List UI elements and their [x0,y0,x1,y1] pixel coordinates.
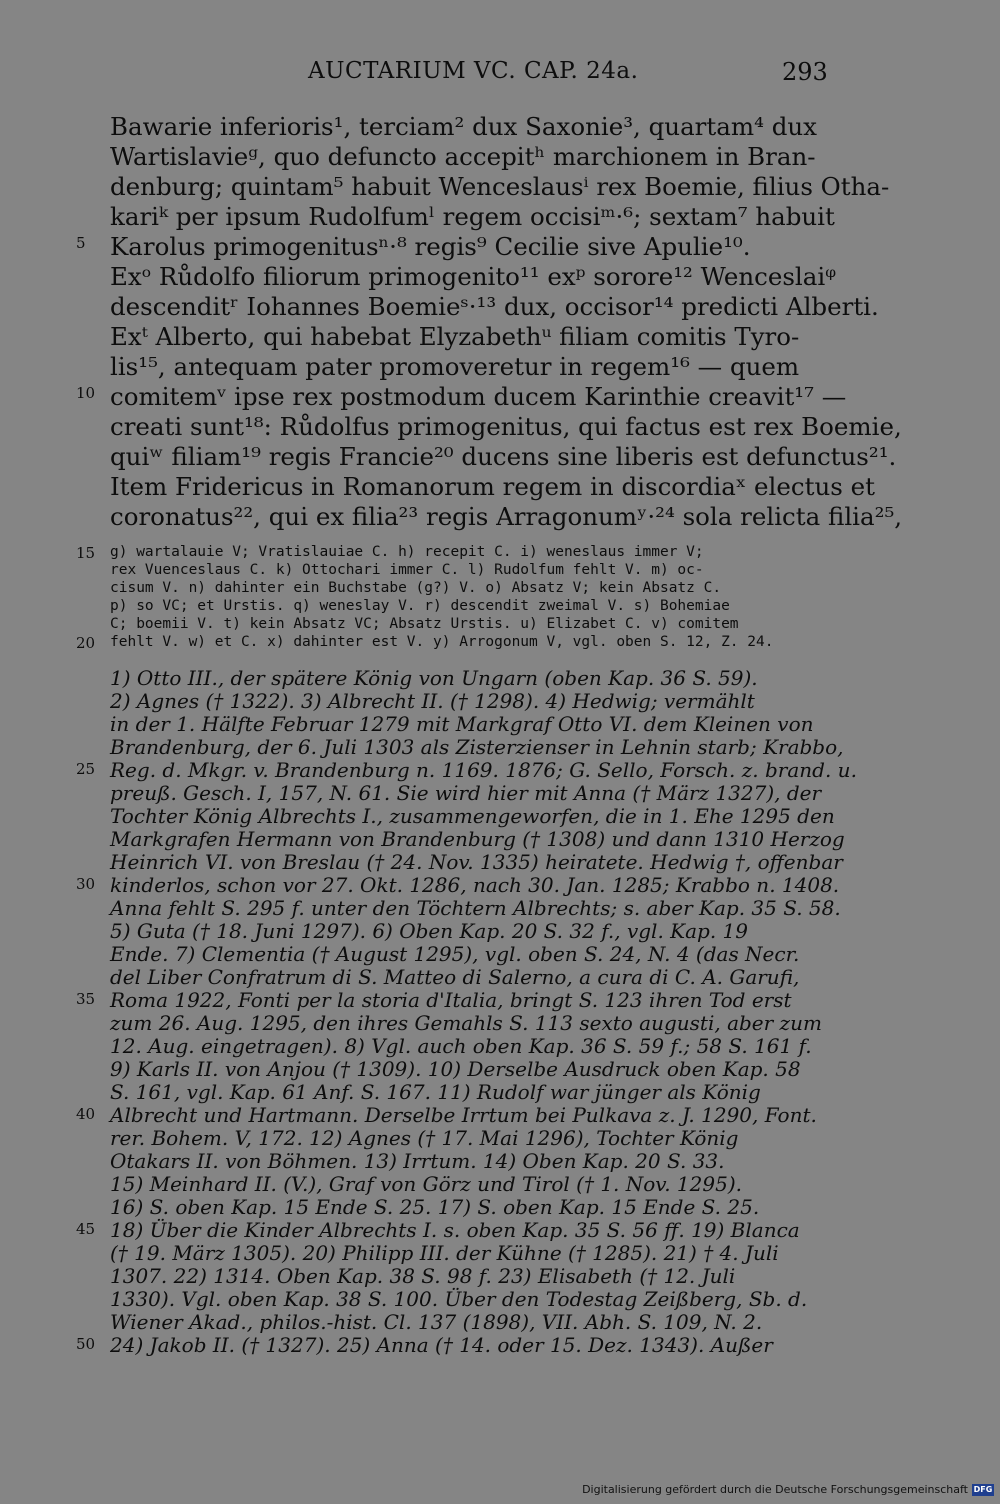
line-number: 5 [76,234,86,252]
note-line: Ende. 7) Clementia († August 1295), vgl. oben S. 24, N. 4 (das Necr. [110,942,800,966]
note-line: Albrecht und Hartmann. Derselbe Irrtum bei Pulkava z. J. 1290, Font. [110,1103,817,1127]
note-line: 24) Jakob II. († 1327). 25) Anna († 14. oder 15. Dez. 1343). Außer [110,1333,773,1357]
apparatus-line: cisum V. n) dahinter ein Buchstabe (g?) V. o) Absatz V; kein Absatz C. [110,580,722,596]
line-number: 20 [76,634,96,652]
main-text-line: lis¹⁵, antequam pater promoveretur in regem¹⁶ — quem [110,352,800,381]
main-text-line: Wartislavieᵍ, quo defuncto accepitʰ marchionem in Bran- [110,142,816,171]
note-line: 12. Aug. eingetragen). 8) Vgl. auch oben Kap. 36 S. 59 f.; 58 S. 161 f. [110,1034,812,1058]
note-line: Heinrich VI. von Breslau († 24. Nov. 1335) heiratete. Hedwig †, offenbar [110,850,843,874]
note-line: Tochter König Albrechts I., zusammengeworfen, die in 1. Ehe 1295 den [110,804,835,828]
main-text-line: coronatus²², qui ex filia²³ regis Arragonumʸ·²⁴ sola relicta filia²⁵, [110,502,903,531]
note-line: Wiener Akad., philos.-hist. Cl. 137 (1898), VII. Abh. S. 109, N. 2. [110,1310,763,1334]
note-line: († 19. März 1305). 20) Philipp III. der Kühne († 1285). 21) † 4. Juli [110,1241,779,1265]
note-line: Roma 1922, Fonti per la storia d'Italia, bringt S. 123 ihren Tod erst [110,988,792,1012]
line-number: 30 [76,875,96,893]
line-number: 45 [76,1220,96,1238]
line-number: 25 [76,760,96,778]
note-line: 1330). Vgl. oben Kap. 38 S. 100. Über den Todestag Zeißberg, Sb. d. [110,1287,808,1311]
funding-note: Digitalisierung gefördert durch die Deutsche Forschungsgemeinschaft [582,1483,968,1496]
line-number: 15 [76,544,96,562]
main-text-line: Karolus primogenitusⁿ·⁸ regis⁹ Cecilie sive Apulie¹⁰. [110,232,751,261]
note-line: Anna fehlt S. 295 f. unter den Töchtern Albrechts; s. aber Kap. 35 S. 58. [110,896,841,920]
note-line: in der 1. Hälfte Februar 1279 mit Markgraf Otto VI. dem Kleinen von [110,712,814,736]
main-text-line: kariᵏ per ipsum Rudolfumˡ regem occisiᵐ·⁶; sextam⁷ habuit [110,202,835,231]
main-text-line: Exᵒ Růdolfo filiorum primogenito¹¹ exᵖ sorore¹² Wenceslaiᵠ [110,262,837,291]
main-text-line: Exᵗ Alberto, qui habebat Elyzabethᵘ filiam comitis Tyro- [110,322,800,351]
note-line: Reg. d. Mkgr. v. Brandenburg n. 1169. 1876; G. Sello, Forsch. z. brand. u. [110,758,857,782]
apparatus-line: C; boemii V. t) kein Absatz VC; Absatz Urstis. u) Elizabet C. v) comitem [110,616,739,632]
note-line: 16) S. oben Kap. 15 Ende S. 25. 17) S. oben Kap. 15 Ende S. 25. [110,1195,760,1219]
note-line: 1) Otto III., der spätere König von Ungarn (oben Kap. 36 S. 59). [110,666,758,690]
line-number: 40 [76,1105,96,1123]
main-text-line: descenditʳ Iohannes Boemieˢ·¹³ dux, occisor¹⁴ predicti Alberti. [110,292,879,321]
page-number: 293 [782,58,828,86]
note-line: del Liber Confratrum di S. Matteo di Salerno, a cura di C. A. Garufi, [110,965,800,989]
note-line: S. 161, vgl. Kap. 61 Anf. S. 167. 11) Rudolf war jünger als König [110,1080,761,1104]
note-line: 5) Guta († 18. Juni 1297). 6) Oben Kap. 20 S. 32 f., vgl. Kap. 19 [110,919,748,943]
main-text-line: denburg; quintam⁵ habuit Wenceslausⁱ rex Boemie, filius Otha- [110,172,890,201]
note-line: rer. Bohem. V, 172. 12) Agnes († 17. Mai 1296), Tochter König [110,1126,739,1150]
note-line: Otakars II. von Böhmen. 13) Irrtum. 14) Oben Kap. 20 S. 33. [110,1149,725,1173]
main-text-line: quiʷ filiam¹⁹ regis Francie²⁰ ducens sine liberis est defunctus²¹. [110,442,897,471]
note-line: preuß. Gesch. I, 157, N. 61. Sie wird hier mit Anna († März 1327), der [110,781,822,805]
apparatus-line: fehlt V. w) et C. x) dahinter est V. y) Arrogonum V, vgl. oben S. 12, Z. 24. [110,634,774,650]
note-line: Brandenburg, der 6. Juli 1303 als Zisterzienser in Lehnin starb; Krabbo, [110,735,844,759]
note-line: zum 26. Aug. 1295, den ihres Gemahls S. 113 sexto augusti, aber zum [110,1011,822,1035]
funding-footer [582,1483,994,1496]
note-line: kinderlos, schon vor 27. Okt. 1286, nach 30. Jan. 1285; Krabbo n. 1408. [110,873,840,897]
note-line: Markgrafen Hermann von Brandenburg († 1308) und dann 1310 Herzog [110,827,845,851]
note-line: 2) Agnes († 1322). 3) Albrecht II. († 1298). 4) Hedwig; vermählt [110,689,755,713]
main-text-line: Bawarie inferioris¹, terciam² dux Saxonie³, quartam⁴ dux [110,112,817,141]
note-line: 18) Über die Kinder Albrechts I. s. oben Kap. 35 S. 56 ff. 19) Blanca [110,1218,800,1242]
note-line: 9) Karls II. von Anjou († 1309). 10) Derselbe Ausdruck oben Kap. 58 [110,1057,801,1081]
line-number: 10 [76,384,96,402]
line-number: 50 [76,1335,96,1353]
running-title: AUCTARIUM VC. CAP. 24a. [308,58,639,84]
note-line: 15) Meinhard II. (V.), Graf von Görz und Tirol († 1. Nov. 1295). [110,1172,742,1196]
main-text-line: comitemᵛ ipse rex postmodum ducem Karinthie creavit¹⁷ — [110,382,847,411]
main-text-line: Item Fridericus in Romanorum regem in discordiaˣ electus et [110,472,875,501]
apparatus-line: g) wartalauie V; Vratislauiae C. h) recepit C. i) weneslaus immer V; [110,544,704,560]
main-text-line: creati sunt¹⁸: Růdolfus primogenitus, qui factus est rex Boemie, [110,412,902,441]
apparatus-line: p) so VC; et Urstis. q) weneslay V. r) descendit zweimal V. s) Bohemiae [110,598,730,614]
note-line: 1307. 22) 1314. Oben Kap. 38 S. 98 f. 23) Elisabeth († 12. Juli [110,1264,736,1288]
dfg-logo-icon: DFG [973,1485,993,1494]
apparatus-line: rex Vuenceslaus C. k) Ottochari immer C. l) Rudolfum fehlt V. m) oc- [110,562,704,578]
line-number: 35 [76,990,96,1008]
